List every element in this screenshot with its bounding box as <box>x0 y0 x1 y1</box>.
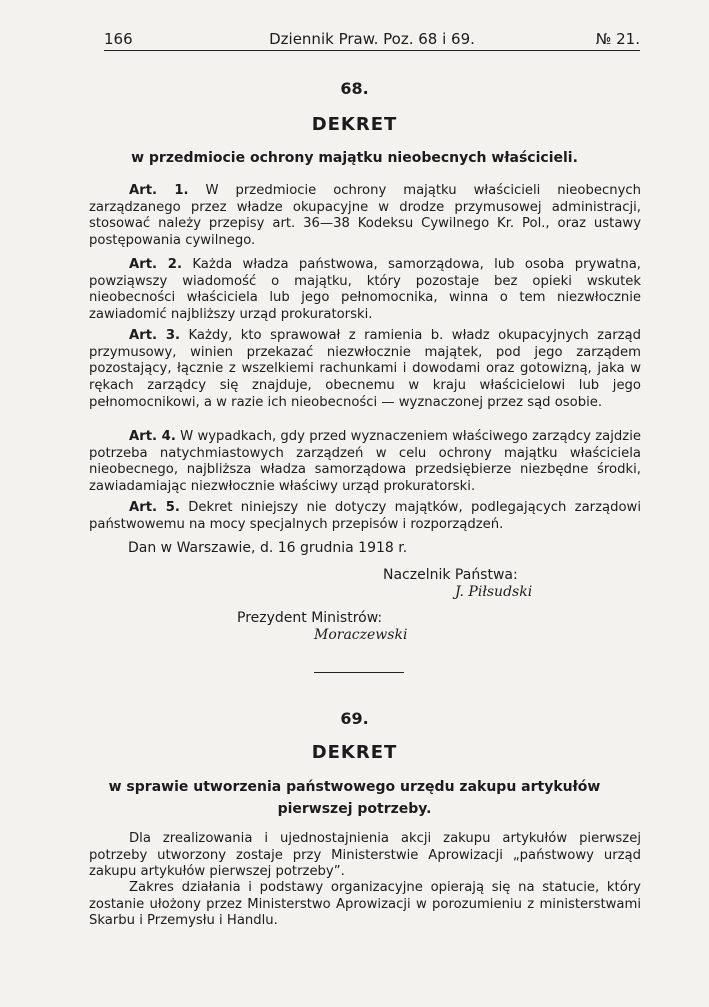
page-number: 166 <box>104 30 133 48</box>
decree-69-subject-line2: pierwszej potrzeby. <box>277 801 432 817</box>
decree-68-heading: DEKRET <box>311 114 398 135</box>
signature-pilsudski: J. Piłsudski <box>455 584 533 600</box>
article-2 <box>89 257 641 324</box>
section-divider <box>314 672 404 673</box>
decree-68-date-line: Dan w Warszawie, d. 16 grudnia 1918 r. <box>128 540 408 556</box>
signature-moraczewski: Moraczewski <box>314 627 408 643</box>
article-3-label: Art. 3. <box>129 328 181 343</box>
signatory-title-head-of-state: Naczelnik Państwa: <box>383 567 518 583</box>
journal-title: Dziennik Praw. Poz. 68 i 69. <box>269 30 475 48</box>
article-1-label: Art. 1. <box>129 183 189 198</box>
article-3 <box>89 328 641 412</box>
article-5-text: Dekret niniejszy nie dotyczy majątków, podlegających zarządowi państwowemu na mocy specjalnych przepisów i rozporządzeń. <box>89 500 641 532</box>
issue-number: № 21. <box>595 30 640 48</box>
article-5-label: Art. 5. <box>129 500 180 515</box>
article-5 <box>89 500 641 533</box>
article-4-text: W wypadkach, gdy przed wyznaczeniem właściwego zarządcy zajdzie potrzeba natychmiastowych zarządzeń w celu ochrony majątku właściciela nieobecnego, najbliższa władza samorządowa przedsiębierze niezbędne środki, zawiadamiając niezwłocznie właściwy urząd prokuratorski. <box>89 429 641 495</box>
signatory-title-prime-minister: Prezydent Ministrów: <box>237 610 383 626</box>
decree-68-number: 68. <box>340 79 369 98</box>
article-4 <box>89 429 641 496</box>
article-1 <box>89 183 641 250</box>
decree-69-paragraph-2: Zakres działania i podstawy organizacyjne opierają się na statucie, który zostanie ułożony przez Ministerstwo Aprowizacji w porozumieniu z ministerstwami Skarbu i Przemysłu i Handlu. <box>89 880 641 929</box>
decree-69-heading: DEKRET <box>311 742 398 763</box>
decree-69-paragraph-1: Dla zrealizowania i ujednostajnienia akcji zakupu artykułów pierwszej potrzeby utworzony zostaje przy Ministerstwie Aprowizacji „państwowy urząd zakupu artykułów pierwszej potrzeby”. <box>89 831 641 880</box>
decree-68-subject: w przedmiocie ochrony majątku nieobecnych właścicieli. <box>131 150 578 166</box>
article-3-text: Każdy, kto sprawował z ramienia b. władz okupacyjnych zarząd przymusowy, winien przekazać niezwłocznie majątek, pod jego zarządem pozostający, łącznie z wszelkiemi rachunkami i dowodami oraz gotowizną, jaka w rękach zarządcy się znajduje, obecnemu w kraju właścicielowi lub jego pełnomocnikowi, a w razie ich nieobecności — wyznaczonej przez sąd osobie. <box>89 328 641 410</box>
decree-69-number: 69. <box>340 709 369 728</box>
article-1-text: W przedmiocie ochrony majątku właścicieli nieobecnych zarządzanego przez władze okupacyjne w drodze przymusowej administracji, stosować należy przepisy art. 36—38 Kodeksu Cywilnego Kr. Pol., oraz ustawy postępowania cywilnego. <box>89 183 641 249</box>
article-4-label: Art. 4. <box>129 429 176 444</box>
article-2-text: Każda władza państwowa, samorządowa, lub osoba prywatna, powziąwszy wiadomość o majątku, który pozostaje bez opieki wskutek nieobecności właściciela lub jego pełnomocnika, winna o tem niezwłocznie zawiadomić najbliższy urząd prokuratorski. <box>89 257 641 323</box>
article-2-label: Art. 2. <box>129 257 182 272</box>
page-header <box>104 28 640 51</box>
decree-69-subject-line1: w sprawie utworzenia państwowego urzędu zakupu artykułów <box>108 779 601 795</box>
